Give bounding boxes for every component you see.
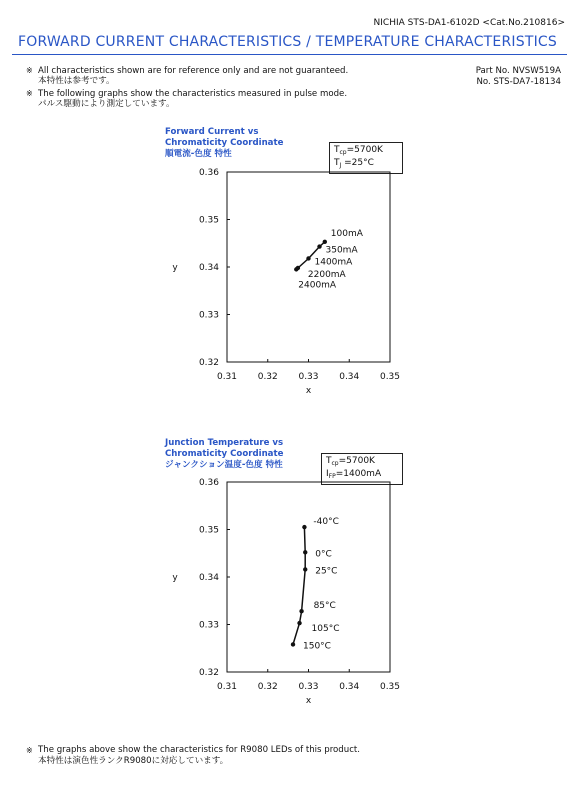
chart2-title-ja: ジャンクション温度-色度 特性 <box>165 460 283 470</box>
chart1-y-tick-label: 0.32 <box>198 358 219 368</box>
note-item <box>26 745 360 767</box>
chart2-point-label: 150°C <box>303 641 331 652</box>
chart1-x-tick-label: 0.34 <box>339 372 360 382</box>
chart1-point-label: 2200mA <box>307 269 346 280</box>
chart1-data-point <box>323 240 327 244</box>
chart1-data-point <box>317 244 321 248</box>
chart1-title-ja: 順電流-色度 特性 <box>165 149 232 159</box>
chart2-x-tick-label: 0.35 <box>379 682 401 692</box>
chart2-data-point <box>302 525 306 529</box>
document-number: No. STS-DA7-18134 <box>476 77 561 87</box>
chart1-y-tick-label: 0.33 <box>198 310 219 321</box>
chart2-x-tick-label: 0.31 <box>216 682 238 692</box>
cond-value: =1400mA <box>335 469 382 479</box>
cond-subscript: cp <box>339 149 347 156</box>
cond-value: =5700K <box>338 456 375 466</box>
cond-symbol: T <box>334 158 340 168</box>
note-bullet: ※ <box>26 89 33 98</box>
chart2-title-line2: Chromaticity Coordinate <box>165 449 284 459</box>
chart2-x-tick-label: 0.34 <box>339 682 360 692</box>
note-text-ja: パルス駆動により測定しています。 <box>38 99 175 109</box>
chart1-x-tick-label: 0.35 <box>379 372 401 382</box>
page-title: FORWARD CURRENT CHARACTERISTICS / TEMPERATURE CHARACTERISTICS <box>18 34 557 50</box>
chart2-y-tick-label: 0.34 <box>198 573 219 583</box>
note-bullet: ※ <box>26 746 33 755</box>
chart2-series-line <box>293 527 305 644</box>
chart2-data-point <box>303 567 307 571</box>
cond-value: =25°C <box>341 158 374 168</box>
cond-symbol: T <box>334 145 340 155</box>
footer-note <box>26 745 360 767</box>
chart1-y-tick-label: 0.34 <box>198 263 219 273</box>
chart1-point-label: 2400mA <box>298 280 337 291</box>
note-bullet: ※ <box>26 66 33 75</box>
document-id: NICHIA STS-DA1-6102D <Cat.No.210816> <box>373 18 565 28</box>
chart2-data-point <box>299 609 303 613</box>
chart1-x-tick-label: 0.33 <box>298 372 319 382</box>
chart2-point-label: -40°C <box>313 517 339 528</box>
chart2-point-label: 0°C <box>315 549 332 560</box>
chart2-x-tick-label: 0.33 <box>298 682 319 692</box>
footer-text-ja: 本特性は演色性ランクR9080に対応しています。 <box>38 756 229 766</box>
chart1-point-label: 350mA <box>325 245 358 256</box>
chart1-x-tick-label: 0.31 <box>216 372 238 382</box>
cond-subscript: cp <box>331 460 339 467</box>
chart1-y-axis-label: y <box>172 263 178 273</box>
cond-symbol: T <box>326 456 332 466</box>
chart2-y-tick-label: 0.32 <box>198 668 219 678</box>
chart2-point-label: 25°C <box>315 566 338 577</box>
chart2-x-tick-label: 0.32 <box>257 682 278 692</box>
chart1-y-tick-label: 0.35 <box>198 215 219 226</box>
chart2-data-point <box>291 642 295 646</box>
chart2-y-tick-label: 0.33 <box>198 620 219 631</box>
chart1-x-axis-label: x <box>305 386 312 396</box>
chart2-point-label: 105°C <box>311 624 340 635</box>
chart1-data-point <box>306 256 310 260</box>
chart2-data-point <box>303 550 307 554</box>
cond-subscript: FP <box>328 473 336 480</box>
chart1-y-tick-label: 0.36 <box>198 168 219 178</box>
chart1-plot-frame <box>227 172 390 362</box>
chart1-point-label: 1400mA <box>314 257 353 268</box>
chart1-title-line1: Forward Current vs <box>165 127 259 137</box>
cond-symbol: I <box>326 469 329 479</box>
note-text-en: All characteristics shown are for reference only and are not guaranteed. <box>38 66 349 76</box>
chart2-y-tick-label: 0.36 <box>198 478 219 488</box>
chart1-point-label: 100mA <box>330 228 363 239</box>
chart2-y-tick-label: 0.35 <box>198 525 219 536</box>
cond-subscript: J <box>339 162 342 169</box>
footer-text-en: The graphs above show the characteristics for R9080 LEDs of this product. <box>38 745 361 755</box>
chart2-data-point <box>297 621 301 625</box>
chart1-data-point <box>294 267 298 271</box>
chart2-x-axis-label: x <box>305 696 312 706</box>
note-text-en: The following graphs show the characteristics measured in pulse mode. <box>38 89 348 99</box>
chart2-point-label: 85°C <box>313 601 336 612</box>
part-number: Part No. NVSW519A <box>475 66 561 76</box>
chart1-x-tick-label: 0.32 <box>257 372 278 382</box>
chart1-title-line2: Chromaticity Coordinate <box>165 138 284 148</box>
note-text-ja: 本特性は参考です。 <box>38 76 115 86</box>
chart2-y-axis-label: y <box>172 573 178 583</box>
cond-value: =5700K <box>346 145 383 155</box>
chart2-title-line1: Junction Temperature vs <box>165 438 284 448</box>
